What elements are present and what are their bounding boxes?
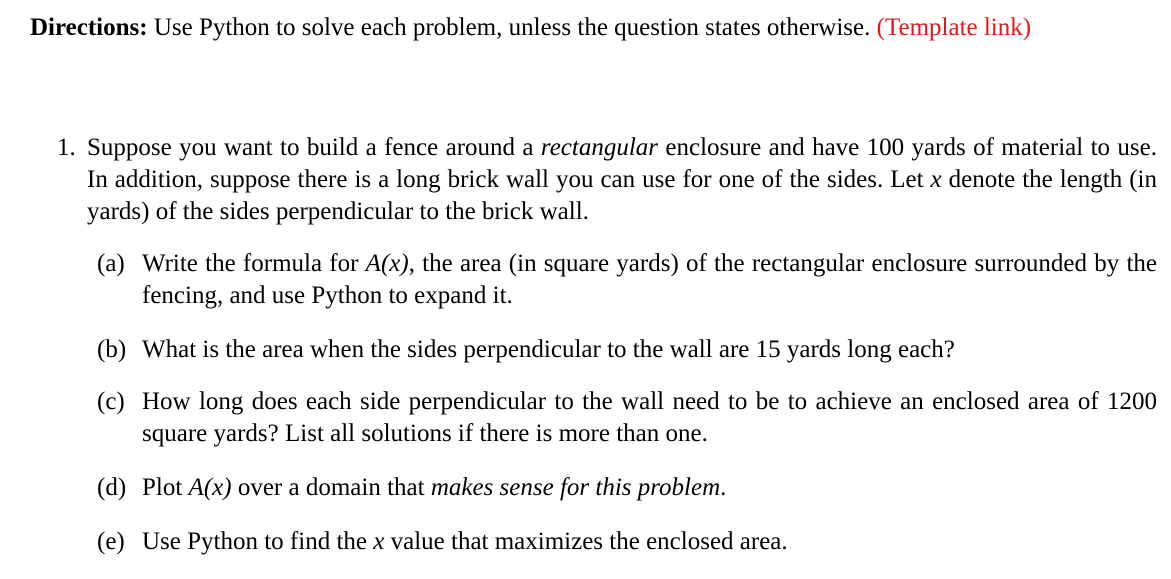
directions-text: Use Python to solve each problem, unless the question states otherwise.	[147, 14, 877, 41]
template-link-open[interactable]: (	[876, 14, 885, 41]
part-e-text-2: value that maximizes the enclosed area.	[384, 528, 788, 555]
part-b-text: What is the area when the sides perpendicular to the wall are 15 yards long each?	[142, 336, 955, 363]
part-c-label: (c)	[97, 388, 125, 415]
template-link-text-1[interactable]: Template	[884, 14, 978, 41]
part-d-emphasis: makes sense for this problem	[430, 474, 721, 501]
problem-1	[57, 132, 1157, 228]
part-d-text-2: over a domain that	[231, 474, 431, 501]
part-e	[97, 526, 1157, 558]
part-c-text: How long does each side perpendicular to the wall need to be to achieve an enclosed area of 1200 square yards? List all solutions if there is more than one.	[142, 388, 1157, 447]
problem-number: 1.	[57, 134, 76, 161]
part-a	[97, 248, 1157, 312]
part-d-text-1: Plot	[142, 474, 189, 501]
directions-paragraph	[0, 12, 1158, 43]
part-a-text-2: , the area (in square yards) of the rectangular enclosure surrounded by the fencing, and use Python to expand it.	[142, 250, 1157, 309]
problem-parts	[97, 248, 1157, 558]
problem-stem-text-3: denote the length (in yards) of the sides perpendicular to the brick wall.	[87, 166, 1157, 225]
part-d	[97, 472, 1157, 504]
part-d-text-3: .	[720, 474, 727, 501]
part-c	[97, 386, 1157, 450]
part-b	[97, 334, 1157, 366]
part-e-math: x	[373, 528, 385, 555]
part-e-label: (e)	[97, 528, 125, 555]
problem-stem-emphasis: rectangular	[540, 134, 659, 161]
part-a-label: (a)	[97, 250, 125, 277]
template-link-text-2[interactable]: link	[983, 14, 1023, 41]
part-e-text-1: Use Python to find the	[142, 528, 374, 555]
part-d-label: (d)	[97, 474, 127, 501]
problem-stem-text-2: enclosure and have 100 yards of material to use. In addition, suppose there is a long brick wall you can use for one of the sides. Let	[87, 134, 1157, 193]
template-link[interactable]	[877, 14, 1031, 41]
template-link-close[interactable]: )	[1022, 14, 1032, 41]
problem-stem	[87, 132, 1157, 228]
directions-label: Directions:	[30, 14, 148, 41]
part-a-text-1: Write the formula for	[142, 250, 366, 277]
part-d-math: A(x)	[188, 474, 232, 501]
problem-stem-variable: x	[930, 166, 942, 193]
problem-stem-text-1: Suppose you want to build a fence around a	[87, 134, 541, 161]
part-a-math: A(x)	[365, 250, 409, 277]
part-b-label: (b)	[97, 336, 127, 363]
